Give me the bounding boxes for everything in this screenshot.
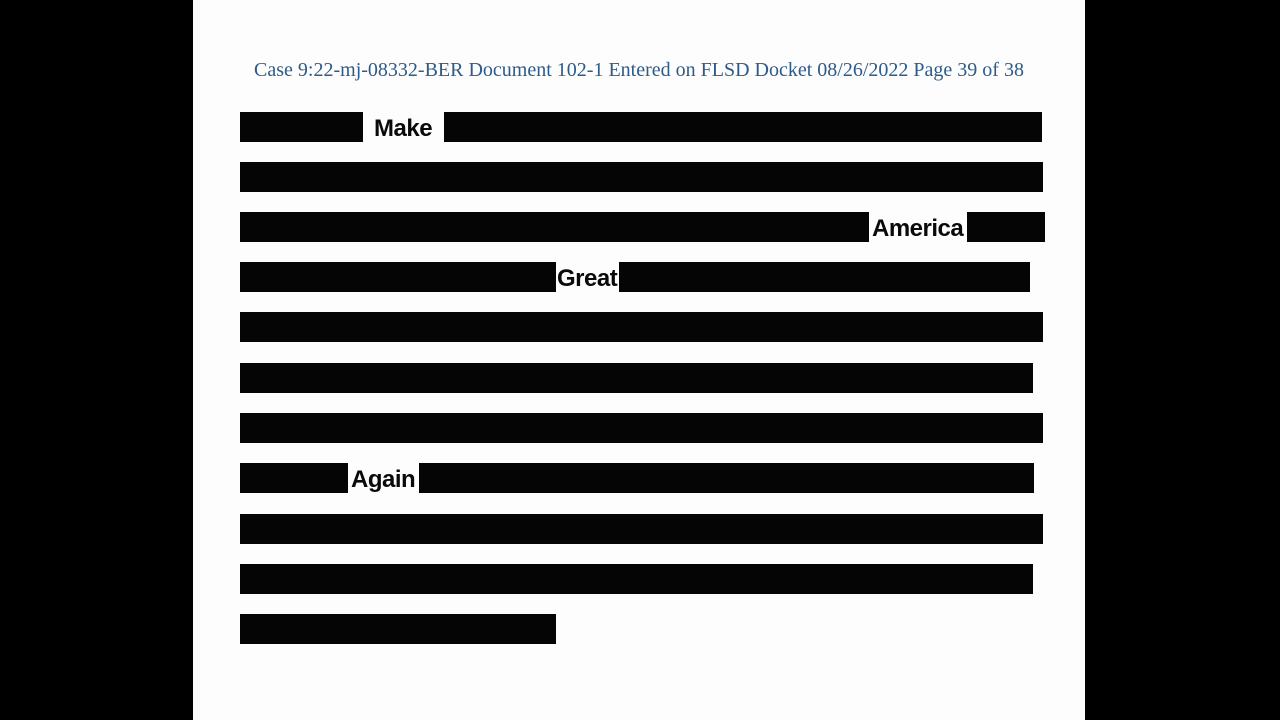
redaction-bar <box>240 614 556 644</box>
redaction-bar <box>240 463 348 493</box>
redaction-row <box>240 262 1030 292</box>
redaction-row <box>240 514 1043 544</box>
redaction-bar <box>967 212 1045 242</box>
redaction-row <box>240 312 1043 342</box>
redaction-row <box>240 614 556 644</box>
redaction-bar <box>444 112 1042 142</box>
redaction-bar <box>240 514 1043 544</box>
redaction-bar <box>619 262 1030 292</box>
redaction-bar <box>240 363 1033 393</box>
visible-word-again: Again <box>351 466 416 493</box>
redaction-bar <box>240 413 1043 443</box>
redaction-bar <box>240 262 556 292</box>
document-page <box>193 0 1085 720</box>
redaction-row <box>240 363 1033 393</box>
redaction-row <box>240 212 1045 242</box>
redaction-row <box>240 413 1043 443</box>
redaction-bar <box>240 112 363 142</box>
redaction-bar <box>240 162 1043 192</box>
letterbox-left <box>0 0 193 720</box>
redaction-row <box>240 463 1034 493</box>
case-header: Case 9:22-mj-08332-BER Document 102-1 Entered on FLSD Docket 08/26/2022 Page 39 of 38 <box>254 59 1024 81</box>
redaction-bar <box>240 312 1043 342</box>
redaction-row <box>240 112 1042 142</box>
redaction-row <box>240 564 1033 594</box>
letterbox-right <box>1085 0 1280 720</box>
redaction-bar <box>240 564 1033 594</box>
redaction-row <box>240 162 1043 192</box>
redaction-bar <box>419 463 1034 493</box>
visible-word-make: Make <box>374 115 433 142</box>
redaction-bar <box>240 212 869 242</box>
visible-word-america: America <box>872 215 964 242</box>
visible-word-great: Great <box>557 265 618 292</box>
